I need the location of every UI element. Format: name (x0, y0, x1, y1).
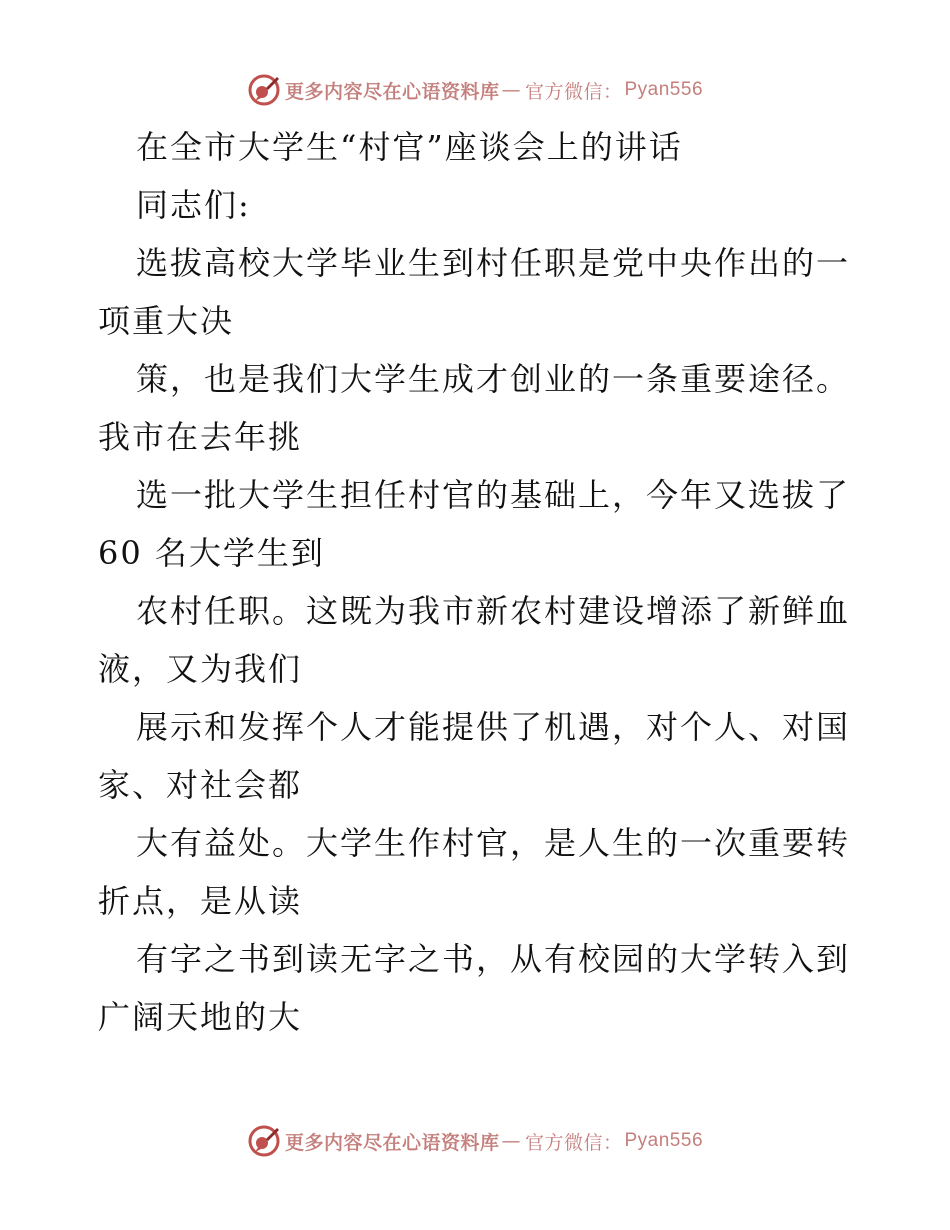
paragraph-line: 选一批大学生担任村官的基础上，今年又选拔了 (136, 476, 851, 514)
paragraph-line: 大有益处。大学生作村官，是人生的一次重要转 (136, 824, 851, 862)
document-title: 在全市大学生“村官”座谈会上的讲话 (136, 128, 683, 166)
watermark-main-text: 更多内容尽在心语资料库 (284, 1131, 500, 1154)
watermark-wechat-label: 官方微信： (524, 80, 623, 103)
paragraph-line: 策，也是我们大学生成才创业的一条重要途径。 (136, 360, 851, 398)
watermark-wechat-id: Pyan556 (624, 1130, 704, 1151)
paragraph-line: 60 名大学生到 (98, 534, 325, 572)
paragraph-line: 广阔天地的大 (98, 998, 303, 1036)
watermark-wechat-id: Pyan556 (624, 79, 704, 100)
pen-logo-icon (247, 1124, 281, 1158)
paragraph-line: 展示和发挥个人才能提供了机遇，对个人、对国 (136, 708, 851, 746)
watermark-separator: — (501, 79, 521, 101)
watermark-separator: — (501, 1130, 521, 1152)
paragraph-line: 液，又为我们 (98, 650, 303, 688)
watermark-main-text: 更多内容尽在心语资料库 (284, 80, 500, 103)
header-watermark (0, 70, 950, 110)
footer-watermark (0, 1121, 950, 1161)
paragraph-line: 有字之书到读无字之书，从有校园的大学转入到 (136, 940, 851, 978)
paragraph-line: 选拔高校大学毕业生到村任职是党中央作出的一 (136, 244, 851, 282)
paragraph-line: 农村任职。这既为我市新农村建设增添了新鲜血 (136, 592, 851, 630)
paragraph-line: 家、对社会都 (98, 766, 303, 804)
paragraph-line: 折点，是从读 (98, 882, 303, 920)
paragraph-line: 项重大决 (98, 302, 235, 340)
paragraph-line: 我市在去年挑 (98, 418, 303, 456)
document-body (98, 118, 858, 1046)
watermark-wechat-label: 官方微信： (524, 1131, 623, 1154)
paragraph-line: 同志们: (136, 186, 251, 224)
pen-logo-icon (247, 73, 281, 107)
